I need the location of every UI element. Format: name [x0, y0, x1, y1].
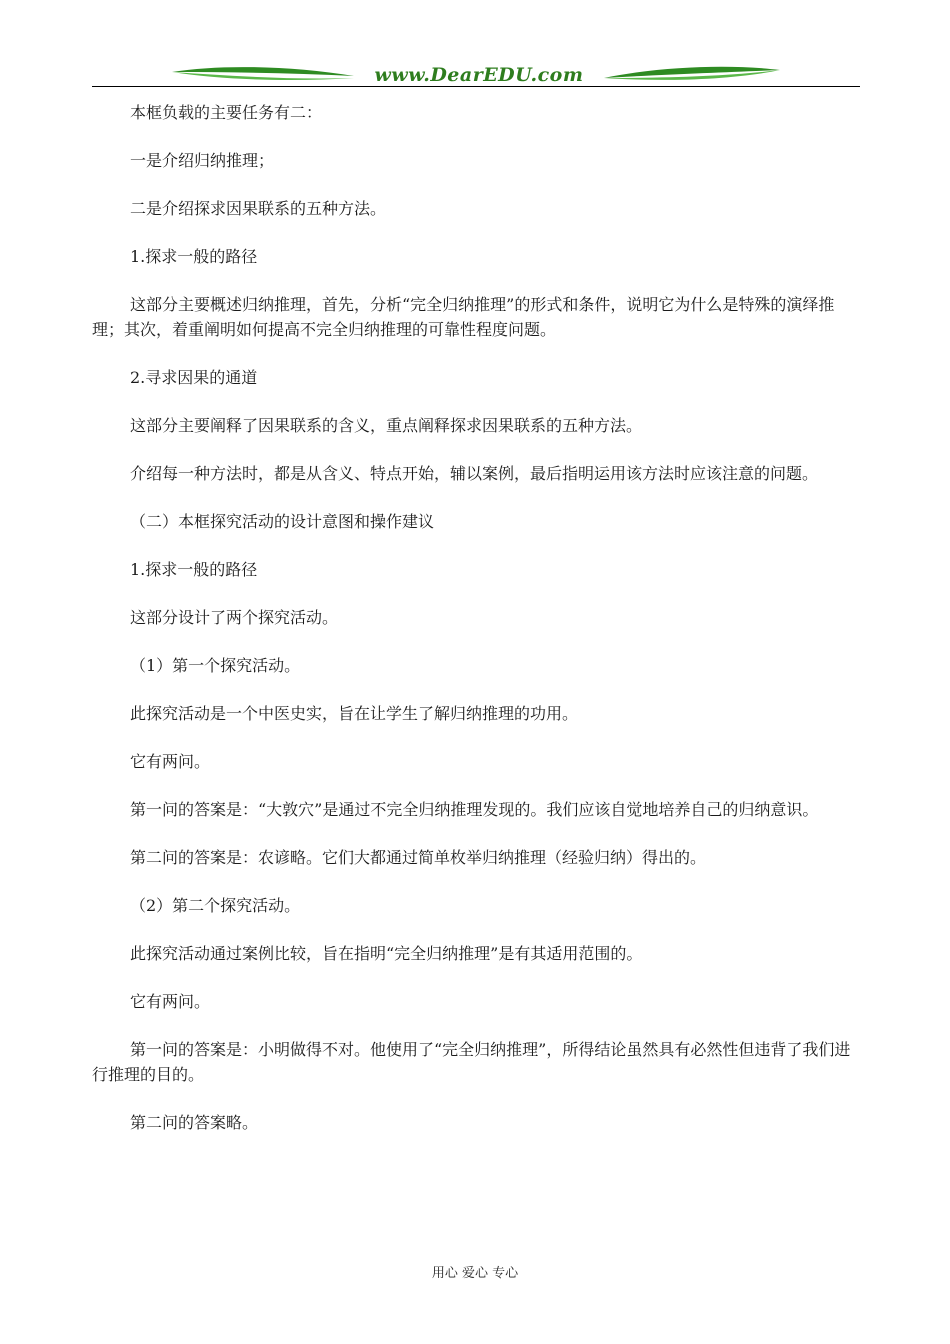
paragraph: 此探究活动通过案例比较，旨在指明“完全归纳推理”是有其适用范围的。 [130, 944, 643, 963]
paragraph: 它有两问。 [130, 752, 211, 771]
paragraph: 这部分主要概述归纳推理，首先，分析“完全归纳推理”的形式和条件，说明它为什么是特殊的演绎推理；其次，着重阐明如何提高不完全归纳推理的可靠性程度问题。 [92, 295, 835, 339]
site-logo: www.DearEDU.com [374, 64, 584, 86]
paragraph: 第一问的答案是：“大敦穴”是通过不完全归纳推理发现的。我们应该自觉地培养自己的归纳意识。 [130, 800, 819, 819]
paragraph: 第二问的答案略。 [130, 1113, 259, 1132]
paragraph: 它有两问。 [130, 992, 211, 1011]
paragraph: 第二问的答案是：农谚略。它们大都通过简单枚举归纳推理（经验归纳）得出的。 [130, 848, 707, 867]
page-header [92, 58, 860, 92]
paragraph: 一是介绍归纳推理； [130, 151, 275, 170]
paragraph: 本框负载的主要任务有二： [130, 103, 323, 122]
section-heading: 1.探求一般的路径 [130, 560, 258, 579]
document-body [92, 100, 860, 1135]
subsection-heading: （1）第一个探究活动。 [130, 656, 301, 675]
section-heading: （二）本框探究活动的设计意图和操作建议 [130, 512, 435, 531]
section-heading: 2.寻求因果的通道 [130, 368, 258, 387]
paragraph: 此探究活动是一个中医史实，旨在让学生了解归纳推理的功用。 [130, 704, 579, 723]
page-footer: 用心 爱心 专心 [431, 1266, 519, 1281]
paragraph: 这部分设计了两个探究活动。 [130, 608, 339, 627]
subsection-heading: （2）第二个探究活动。 [130, 896, 301, 915]
paragraph: 二是介绍探求因果联系的五种方法。 [130, 199, 387, 218]
paragraph: 介绍每一种方法时，都是从含义、特点开始，辅以案例，最后指明运用该方法时应该注意的问题。 [130, 464, 819, 483]
section-heading: 1.探求一般的路径 [130, 247, 258, 266]
header-rule [92, 86, 860, 87]
paragraph: 第一问的答案是：小明做得不对。他使用了“完全归纳推理”，所得结论虽然具有必然性但违背了我们进行推理的目的。 [92, 1040, 851, 1084]
paragraph: 这部分主要阐释了因果联系的含义，重点阐释探求因果联系的五种方法。 [130, 416, 643, 435]
